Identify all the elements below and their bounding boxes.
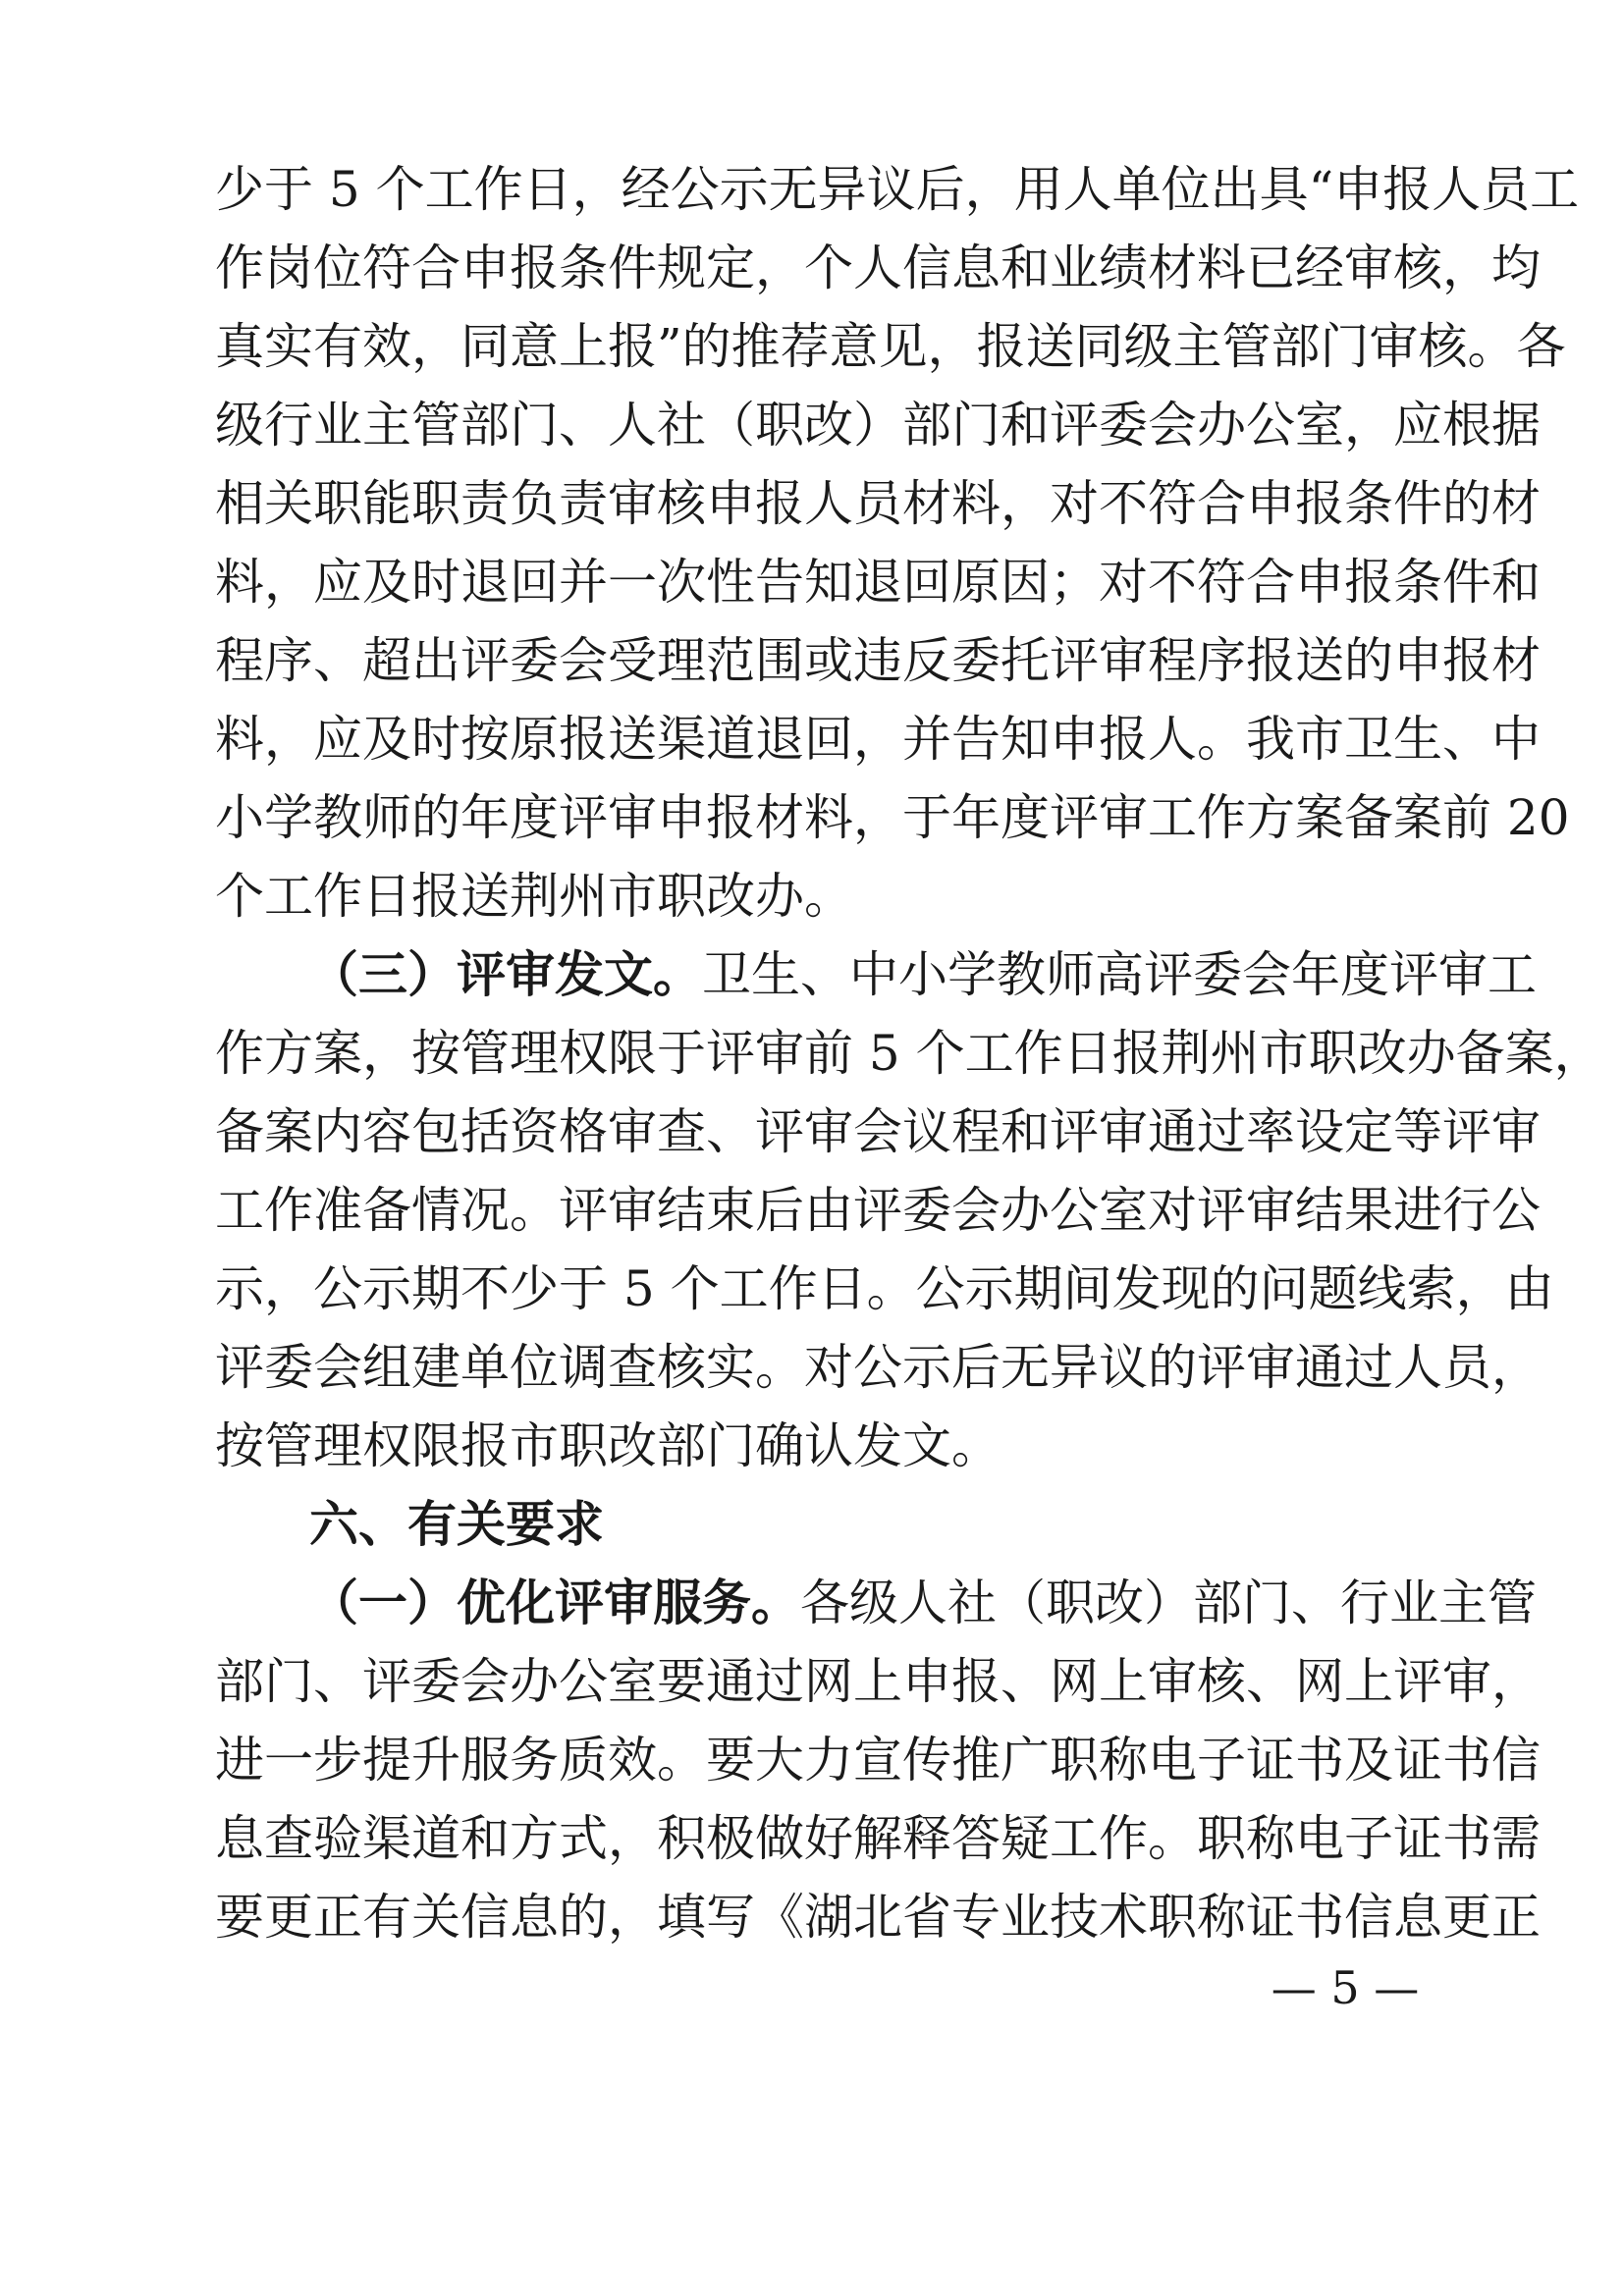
text-line: 料，应及时退回并一次性告知退回原因；对不符合申报条件和 (215, 554, 1541, 611)
text-line: 息查验渠道和方式，积极做好解释答疑工作。职称电子证书需 (215, 1810, 1541, 1867)
text-line: 进一步提升服务质效。要大力宣传推广职称电子证书及证书信 (215, 1732, 1541, 1789)
page-number: — 5 — (1271, 1961, 1420, 2014)
paragraph-first-line (309, 935, 1537, 1014)
text-line: 少于 5 个工作日，经公示无异议后，用人单位出具“申报人员工 (215, 161, 1580, 218)
text-line: 按管理权限报市职改部门确认发文。 (215, 1417, 1001, 1474)
text-line: 相关职能职责负责审核申报人员材料，对不符合申报条件的材 (215, 475, 1541, 532)
text-line: 作方案，按管理权限于评审前 5 个工作日报荆州市职改办备案， (215, 1025, 1603, 1082)
section-heading: 六、有关要求 (309, 1495, 604, 1553)
paragraph-first-line-text: 各级人社（职改）部门、行业主管 (800, 1575, 1537, 1631)
paragraph-label: （三）评审发文。 (309, 945, 702, 1003)
text-line: 要更正有关信息的，填写《湖北省专业技术职称证书信息更正 (215, 1889, 1541, 1946)
text-line: 备案内容包括资格审查、评审会议程和评审通过率设定等评审 (215, 1103, 1541, 1160)
text-line: 评委会组建单位调查核实。对公示后无异议的评审通过人员， (215, 1339, 1541, 1396)
text-line: 真实有效，同意上报”的推荐意见，报送同级主管部门审核。各 (215, 318, 1566, 375)
text-line: 作岗位符合申报条件规定，个人信息和业绩材料已经审核，均 (215, 240, 1541, 296)
text-line: 个工作日报送荆州市职改办。 (215, 868, 853, 925)
text-line: 小学教师的年度评审申报材料，于年度评审工作方案备案前 20 (215, 789, 1570, 846)
text-line: 示，公示期不少于 5 个工作日。公示期间发现的问题线索，由 (215, 1260, 1554, 1317)
paragraph-first-line-text: 卫生、中小学教师高评委会年度评审工 (702, 946, 1537, 1003)
paragraph-first-line (309, 1564, 1537, 1642)
text-line: 工作准备情况。评审结束后由评委会办公室对评审结果进行公 (215, 1182, 1541, 1239)
text-line: 级行业主管部门、人社（职改）部门和评委会办公室，应根据 (215, 397, 1541, 454)
text-line: 程序、超出评委会受理范围或违反委托评审程序报送的申报材 (215, 632, 1541, 689)
text-line: 料，应及时按原报送渠道退回，并告知申报人。我市卫生、中 (215, 711, 1541, 768)
text-line: 部门、评委会办公室要通过网上申报、网上审核、网上评审， (215, 1653, 1541, 1710)
paragraph-label: （一）优化评审服务。 (309, 1574, 800, 1631)
